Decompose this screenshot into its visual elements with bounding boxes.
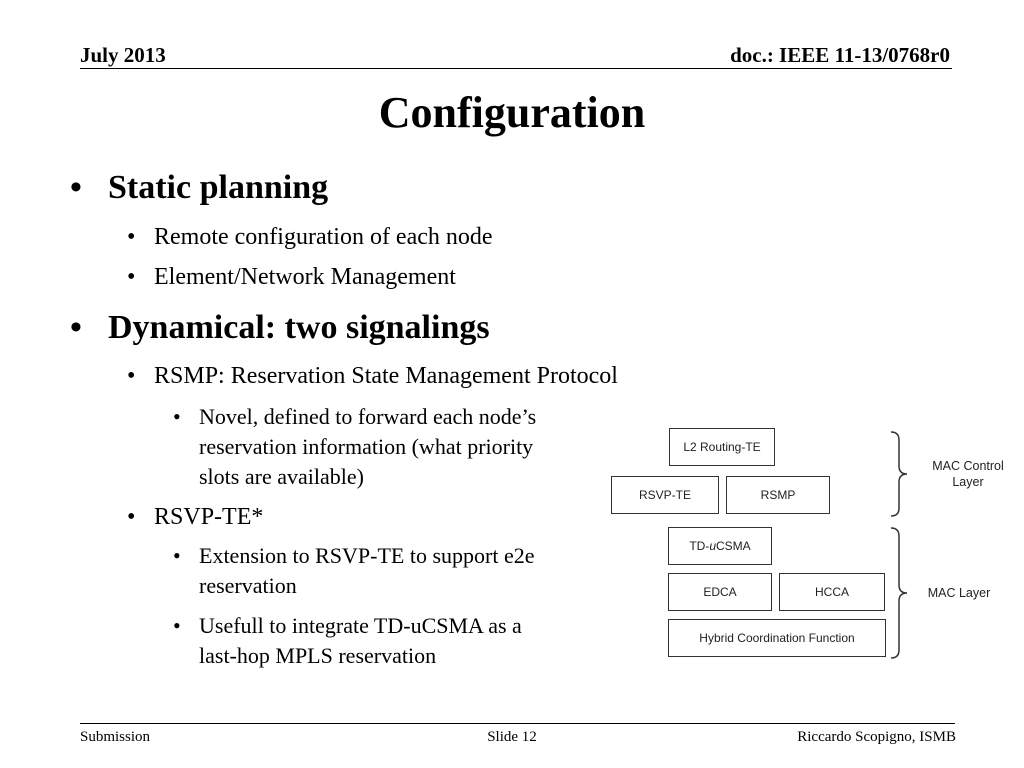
rsmp-desc-line-3: slots are available) (199, 464, 364, 489)
label-mac-control-line-2: Layer (952, 475, 984, 489)
bullet-dot: • (127, 224, 136, 250)
bullet-dot: • (127, 264, 136, 290)
footer-submission: Submission (80, 729, 151, 745)
footer-divider (80, 723, 955, 724)
usefull-line-2: last-hop MPLS reservation (199, 643, 437, 668)
box-td-ucsma (668, 527, 772, 565)
label-mac-control-layer (918, 458, 1018, 490)
bullet-rsvp-te: RSVP-TE* (154, 504, 264, 530)
bullet-static-planning: Static planning (108, 169, 329, 206)
mac-control-brace (888, 430, 912, 518)
footer-author: Riccardo Scopigno, ISMB (797, 729, 956, 745)
box-rsmp: RSMP (726, 476, 830, 514)
label-mac-layer: MAC Layer (927, 586, 991, 600)
rsvp-ext-line-2: reservation (199, 573, 297, 598)
label-mac-control-line-1: MAC Control (932, 459, 1004, 473)
header-date: July 2013 (80, 43, 166, 67)
td-ucsma-prefix: TD- (689, 539, 710, 553)
rsmp-desc-line-1: Novel, defined to forward each node’s (199, 404, 537, 429)
bullet-dot: • (127, 363, 136, 389)
bullet-dot: • (173, 613, 181, 638)
td-ucsma-italic: u (709, 539, 716, 553)
box-edca: EDCA (668, 573, 772, 611)
bullet-dot: • (173, 543, 181, 568)
rsmp-desc-line-2: reservation information (what priority (199, 434, 534, 459)
bullet-dot: • (70, 169, 82, 206)
box-l2-routing-te: L2 Routing-TE (669, 428, 775, 466)
bullet-dot: • (70, 309, 82, 346)
rsvp-ext-line-1: Extension to RSVP-TE to support e2e (199, 543, 535, 568)
bullet-remote-config: Remote configuration of each node (154, 224, 493, 250)
mac-layer-diagram (600, 418, 1020, 668)
bullet-element-network-mgmt: Element/Network Management (154, 264, 456, 290)
mac-layer-brace (888, 526, 912, 660)
box-rsvp-te: RSVP-TE (611, 476, 719, 514)
box-hcca: HCCA (779, 573, 885, 611)
footer-slide-number: Slide 12 (487, 729, 537, 745)
box-hybrid-coordination-function: Hybrid Coordination Function (668, 619, 886, 657)
header-divider (80, 68, 952, 69)
td-ucsma-suffix: CSMA (716, 539, 751, 553)
bullet-dynamical: Dynamical: two signalings (108, 309, 490, 346)
slide-title: Configuration (378, 88, 646, 137)
bullet-dot: • (173, 404, 181, 429)
usefull-line-1: Usefull to integrate TD-uCSMA as a (199, 613, 522, 638)
header-doc-id: doc.: IEEE 11-13/0768r0 (730, 43, 950, 67)
bullet-rsmp: RSMP: Reservation State Management Protocol (154, 363, 618, 389)
bullet-dot: • (127, 504, 136, 530)
